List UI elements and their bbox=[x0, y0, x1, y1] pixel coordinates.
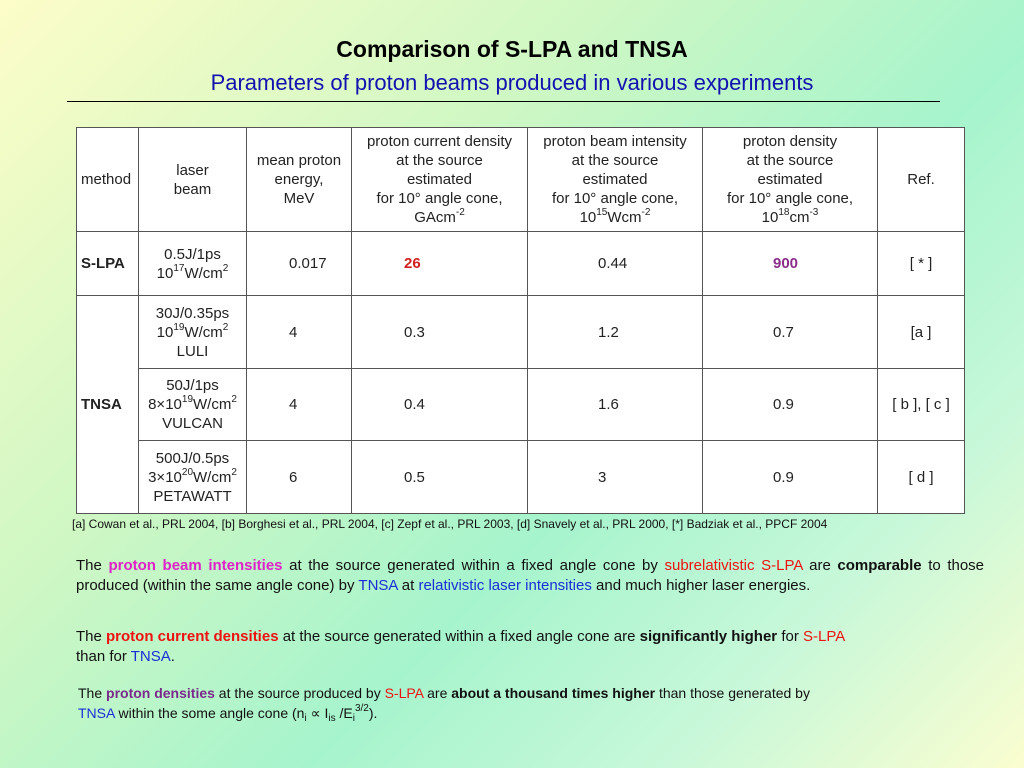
energy-cell: 0.017 bbox=[247, 232, 352, 296]
table-row bbox=[77, 369, 965, 441]
density-cell: 0.7 bbox=[703, 296, 878, 369]
paragraph-intensities: The proton beam intensities at the source generated within a fixed angle cone by subrelativistic S-LPA are comparable to those produced (within the same angle cone) by TNSA at relativistic laser intensities and much higher laser energies. bbox=[76, 557, 985, 594]
density-cell: 900 bbox=[773, 255, 799, 272]
table-row bbox=[77, 296, 965, 369]
method-tnsa: TNSA bbox=[77, 296, 139, 514]
laser-cell: 500J/0.5ps $3\times 10^{20}W/cm^2$ PETAWATT bbox=[139, 441, 247, 514]
ref-cell: [ d ] bbox=[878, 441, 965, 514]
paragraph-proton-densities: The proton densities at the source produced by S-LPA are about a thousand times higher than those generated by TNSA within the some angle cone ($n_i \propto I_{is}$ $/E_i^{3/2}$). bbox=[78, 685, 810, 724]
references-footnote: [a] Cowan et al., PRL 2004, [b] Borghesi et al., PRL 2004, [c] Zepf et al., PRL 2003, [d] Snavely et al., PRL 2000, [*] Badziak et al., PPCF 2004 bbox=[72, 517, 828, 531]
density-cell: 0.9 bbox=[703, 369, 878, 441]
divider bbox=[67, 101, 940, 102]
intensity-cell: 3 bbox=[528, 441, 703, 514]
ref-cell: [ b ], [ c ] bbox=[878, 369, 965, 441]
header-laser: laser beam bbox=[139, 128, 247, 232]
header-intensity: proton beam intensity at the source estimated for 10° angle cone, $10^{15}Wcm^{-2}$ bbox=[528, 128, 703, 232]
current-cell: 0.4 bbox=[352, 369, 528, 441]
current-cell: 26 bbox=[404, 255, 421, 272]
laser-cell: 0.5J/1ps $10^{17}W/cm^2$ bbox=[139, 232, 247, 296]
density-cell: 0.9 bbox=[703, 441, 878, 514]
slide-subtitle: Parameters of proton beams produced in various experiments bbox=[210, 70, 814, 95]
header-energy: mean proton energy, MeV bbox=[247, 128, 352, 232]
header-current: proton current density at the source estimated for 10° angle cone, GAcm$^{-2}$ bbox=[352, 128, 528, 232]
method-slpa: S-LPA bbox=[77, 232, 139, 296]
comparison-table bbox=[76, 127, 965, 514]
intensity-cell: 1.2 bbox=[528, 296, 703, 369]
ref-cell: [a ] bbox=[878, 296, 965, 369]
table-row bbox=[77, 441, 965, 514]
table-row bbox=[77, 232, 965, 296]
intensity-cell: 1.6 bbox=[528, 369, 703, 441]
energy-cell: 6 bbox=[247, 441, 352, 514]
paragraph-current-densities: The proton current densities at the source generated within a fixed angle cone are significantly higher for S-LPA than for TNSA. bbox=[76, 628, 846, 665]
energy-cell: 4 bbox=[247, 296, 352, 369]
current-cell: 0.3 bbox=[352, 296, 528, 369]
energy-cell: 4 bbox=[247, 369, 352, 441]
header-method: method bbox=[77, 128, 139, 232]
header-ref: Ref. bbox=[878, 128, 965, 232]
slide-title: Comparison of S-LPA and TNSA bbox=[336, 36, 688, 62]
laser-cell: 30J/0.35ps $10^{19}W/cm^2$ LULI bbox=[139, 296, 247, 369]
table-header-row bbox=[77, 128, 965, 232]
header-density: proton density at the source estimated for 10° angle cone, $10^{18}cm^{-3}$ bbox=[703, 128, 878, 232]
current-cell: 0.5 bbox=[352, 441, 528, 514]
ref-cell: [ * ] bbox=[878, 232, 965, 296]
intensity-cell: 0.44 bbox=[528, 232, 703, 296]
laser-cell: 50J/1ps $8\times 10^{19}W/cm^2$ VULCAN bbox=[139, 369, 247, 441]
